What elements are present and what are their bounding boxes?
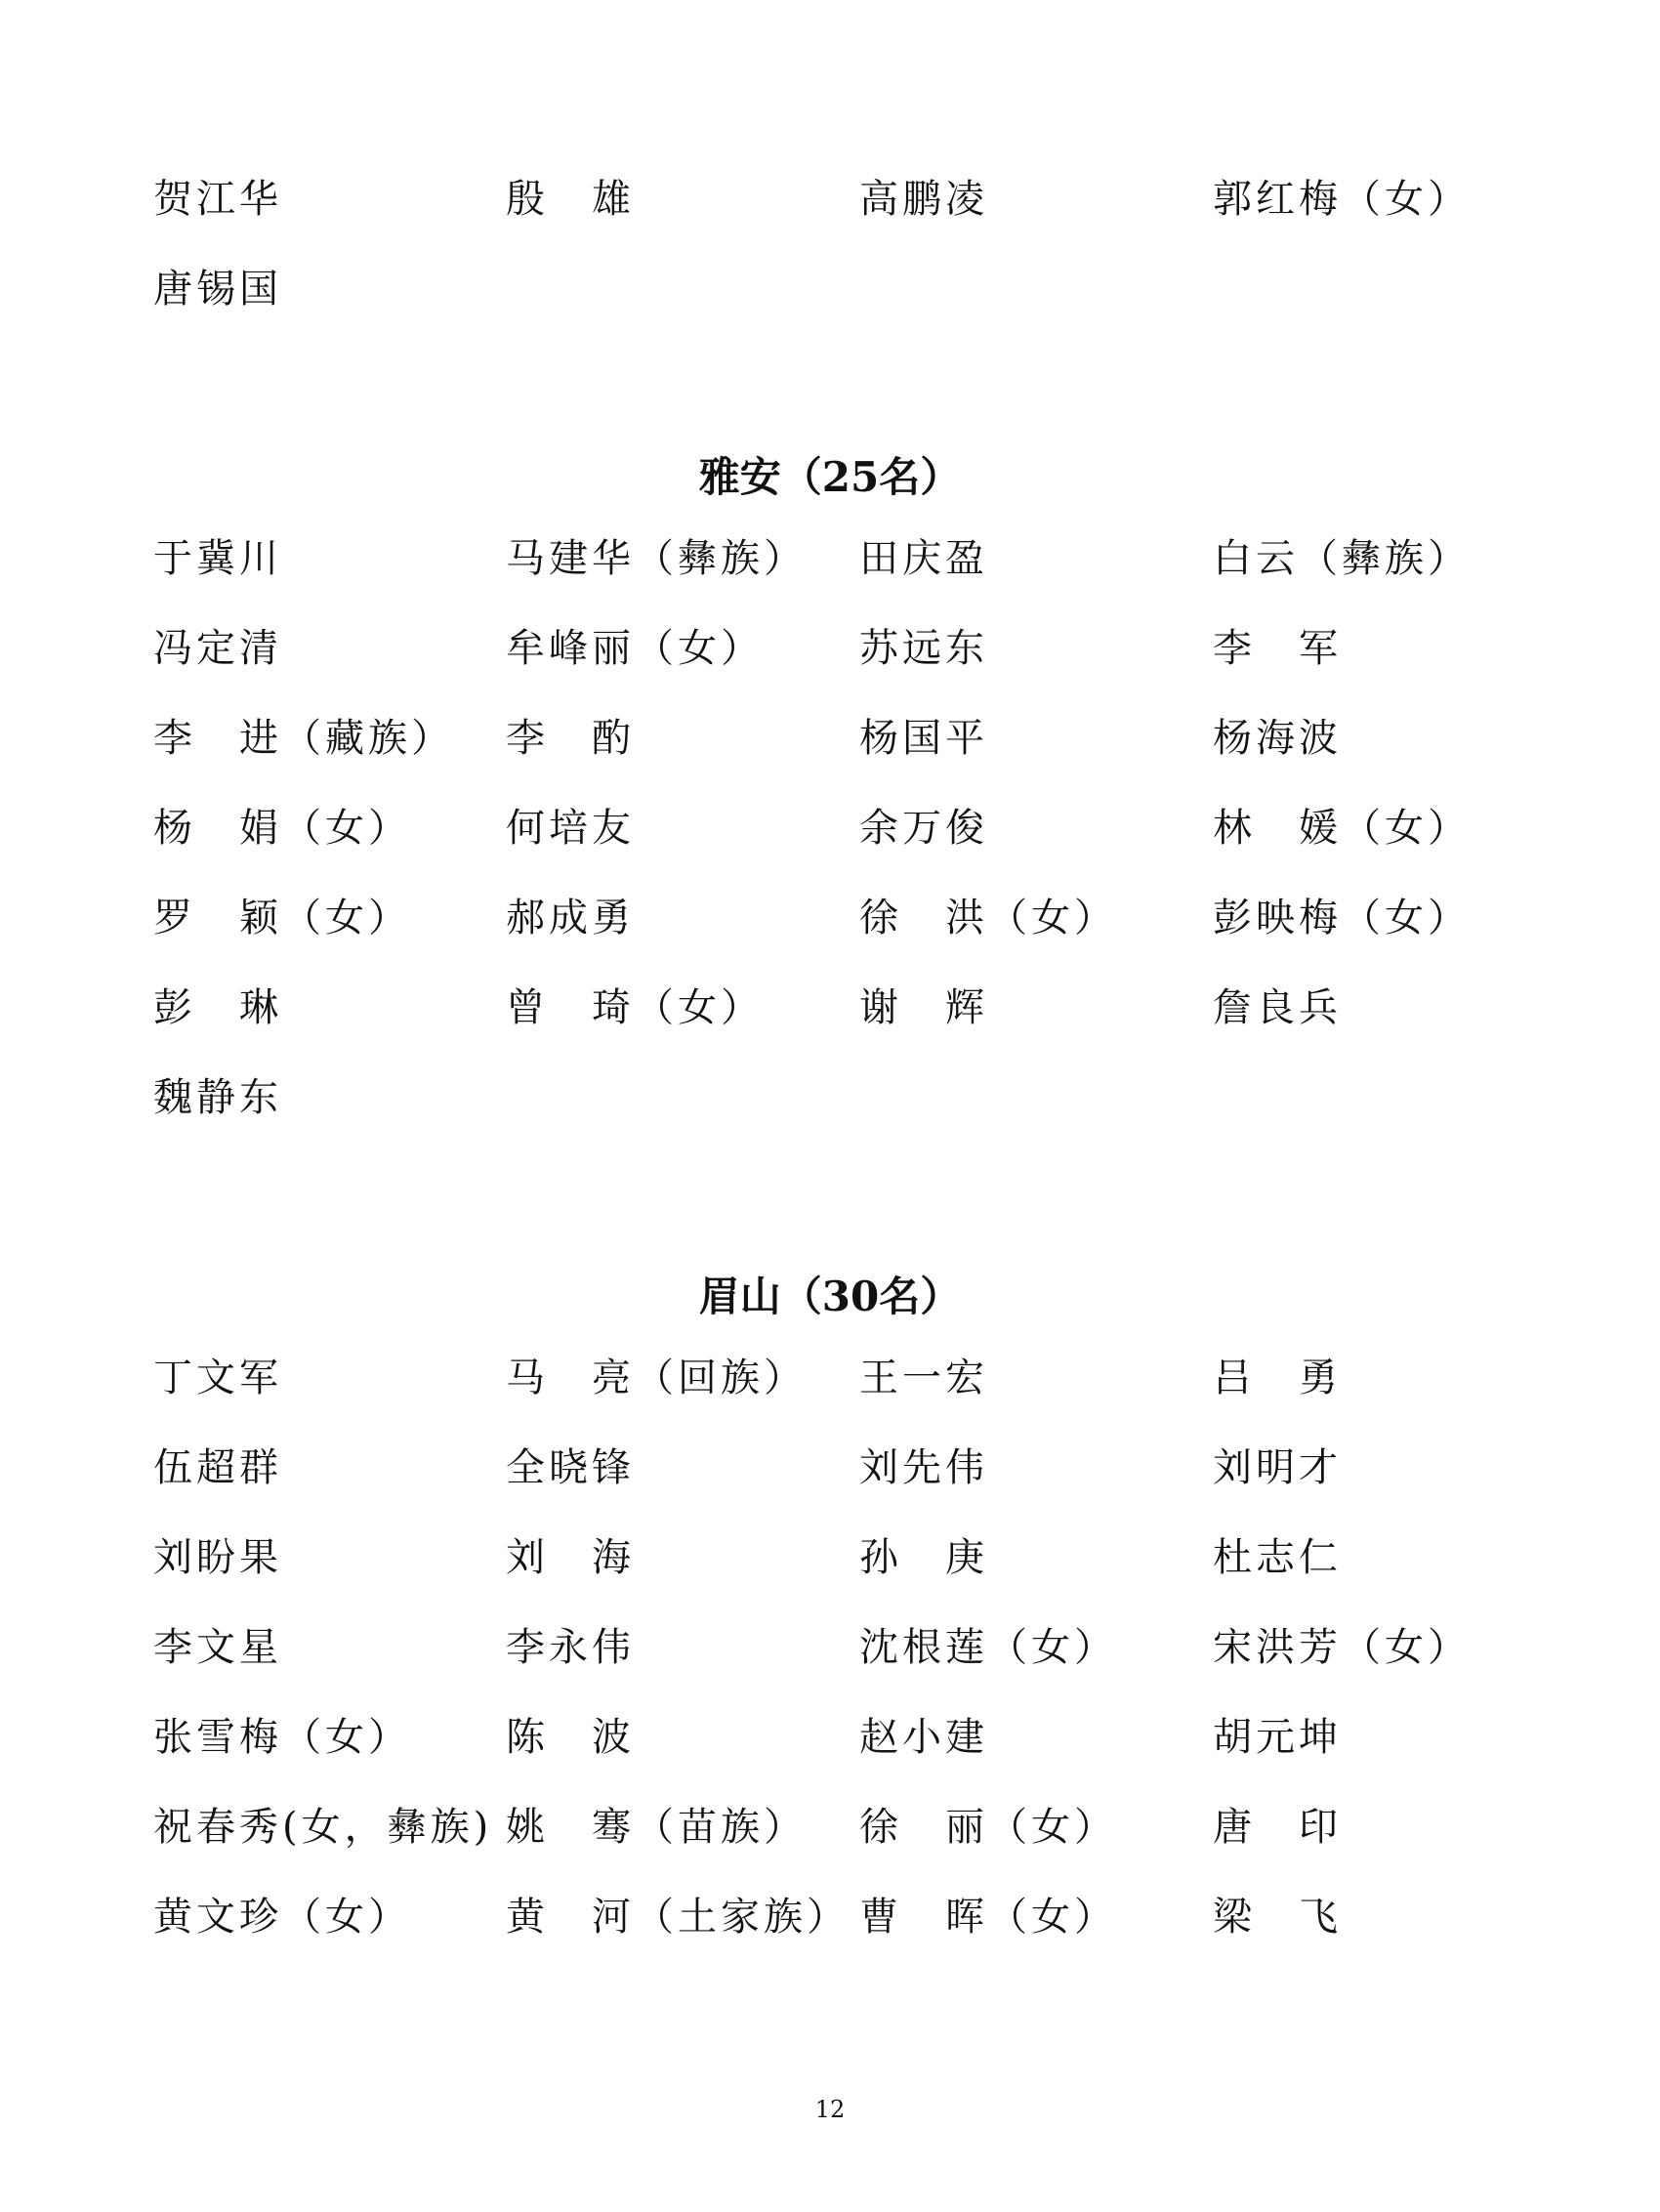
person-name: 王一宏 — [859, 1356, 988, 1400]
person-name: 徐 洪（女） — [859, 896, 1117, 940]
person-name: 马 亮（回族） — [506, 1356, 807, 1400]
person-name: 李 酌 — [506, 716, 635, 761]
section-heading: 雅安（25名） — [698, 453, 962, 501]
person-name: 刘盼果 — [153, 1535, 282, 1580]
person-name: 全晓锋 — [506, 1445, 635, 1490]
person-name: 曾 琦（女） — [506, 985, 764, 1030]
person-name: 黄 河（土家族） — [506, 1895, 850, 1940]
person-name: 沈根莲（女） — [859, 1625, 1117, 1670]
person-name: 郝成勇 — [506, 896, 635, 940]
person-name: 孙 庚 — [859, 1535, 988, 1580]
person-name: 胡元坤 — [1213, 1715, 1342, 1760]
person-name: 杨 娟（女） — [153, 806, 411, 851]
person-name: 殷 雄 — [506, 177, 635, 222]
person-name: 何培友 — [506, 806, 635, 851]
person-name: 苏远东 — [859, 626, 988, 671]
person-name: 宋洪芳（女） — [1213, 1625, 1471, 1670]
person-name: 黄文珍（女） — [153, 1895, 411, 1940]
person-name: 贺江华 — [153, 177, 282, 222]
person-name: 杨国平 — [859, 716, 988, 761]
person-name: 詹良兵 — [1213, 985, 1342, 1030]
person-name: 赵小建 — [859, 1715, 988, 1760]
person-name: 杜志仁 — [1213, 1535, 1342, 1580]
page-number: 12 — [814, 2096, 846, 2123]
person-name: 李 进（藏族） — [153, 716, 454, 761]
person-name: 姚 骞（苗族） — [506, 1805, 807, 1850]
person-name: 于冀川 — [153, 536, 282, 581]
person-name: 冯定清 — [153, 626, 282, 671]
person-name: 高鹏凌 — [859, 177, 988, 222]
person-name: 梁 飞 — [1213, 1895, 1342, 1940]
section-heading: 眉山（30名） — [698, 1273, 962, 1320]
person-name: 吕 勇 — [1213, 1356, 1342, 1400]
person-name: 张雪梅（女） — [153, 1715, 411, 1760]
person-name: 田庆盈 — [859, 536, 988, 581]
person-name: 彭 琳 — [153, 985, 282, 1030]
person-name: 唐锡国 — [153, 267, 282, 312]
person-name: 马建华（彝族） — [506, 536, 807, 581]
person-name: 谢 辉 — [859, 985, 988, 1030]
person-name: 曹 晖（女） — [859, 1895, 1117, 1940]
person-name: 李 军 — [1213, 626, 1342, 671]
person-name: 彭映梅（女） — [1213, 896, 1471, 940]
person-name: 丁文军 — [153, 1356, 282, 1400]
person-name: 刘明才 — [1213, 1445, 1342, 1490]
person-name: 唐 印 — [1213, 1805, 1342, 1850]
person-name: 牟峰丽（女） — [506, 626, 764, 671]
person-name: 魏静东 — [153, 1075, 282, 1120]
person-name: 刘先伟 — [859, 1445, 988, 1490]
person-name: 刘 海 — [506, 1535, 635, 1580]
person-name: 杨海波 — [1213, 716, 1342, 761]
person-name: 余万俊 — [859, 806, 988, 851]
person-name: 白云（彝族） — [1213, 536, 1471, 581]
person-name: 徐 丽（女） — [859, 1805, 1117, 1850]
person-name: 林 媛（女） — [1213, 806, 1471, 851]
person-name: 祝春秀(女，彝族) — [153, 1805, 493, 1850]
person-name: 李永伟 — [506, 1625, 635, 1670]
person-name: 郭红梅（女） — [1213, 177, 1471, 222]
person-name: 罗 颖（女） — [153, 896, 411, 940]
person-name: 陈 波 — [506, 1715, 635, 1760]
person-name: 伍超群 — [153, 1445, 282, 1490]
person-name: 李文星 — [153, 1625, 282, 1670]
